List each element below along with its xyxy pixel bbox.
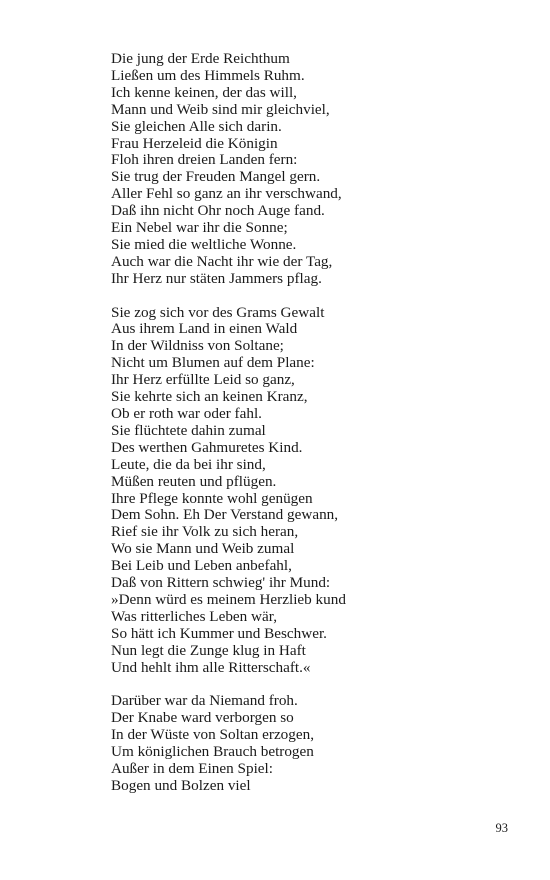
verse-line: Darüber war da Niemand froh. [111, 692, 298, 710]
verse-line: Sie mied die weltliche Wonne. [111, 235, 297, 253]
verse-line: Sie trug der Freuden Mangel gern. [111, 168, 321, 186]
verse-line: Ob er roth war oder fahl. [111, 405, 262, 423]
poem-text [111, 51, 511, 795]
verse-line: Müßen reuten und pflügen. [111, 472, 277, 490]
verse-line: Ich kenne keinen, der das will, [111, 83, 297, 101]
verse-line: Aus ihrem Land in einen Wald [111, 320, 298, 338]
verse-line: »Denn würd es meinem Herzlieb kund [111, 590, 346, 608]
verse-line: In der Wildniss von Soltane; [111, 337, 284, 355]
verse-line: Floh ihren dreien Landen fern: [111, 151, 298, 169]
stanza-1 [111, 51, 511, 288]
verse-line: Um königlichen Brauch betrogen [111, 743, 314, 761]
verse-line: Wo sie Mann und Weib zumal [111, 540, 295, 558]
verse-line: Frau Herzeleid die Königin [111, 134, 278, 152]
verse-line: Leute, die da bei ihr sind, [111, 455, 266, 473]
verse-line: Der Knabe ward verborgen so [111, 709, 294, 727]
verse-line: Des werthen Gahmuretes Kind. [111, 438, 303, 456]
verse-line: Was ritterliches Leben wär, [111, 607, 278, 625]
verse-line: Und hehlt ihm alle Ritterschaft.« [111, 658, 311, 676]
verse-line: Bogen und Bolzen viel [111, 776, 251, 794]
verse-line: Sie kehrte sich an keinen Kranz, [111, 388, 308, 406]
verse-line: Bei Leib und Leben anbefahl, [111, 557, 292, 575]
verse-line: In der Wüste von Soltan erzogen, [111, 726, 315, 744]
verse-line: Ließen um des Himmels Ruhm. [111, 66, 305, 84]
verse-line: Sie gleichen Alle sich darin. [111, 117, 282, 135]
verse-line: Ein Nebel war ihr die Sonne; [111, 219, 288, 237]
verse-line: Auch war die Nacht ihr wie der Tag, [111, 252, 333, 270]
verse-line: Ihre Pflege konnte wohl genügen [111, 489, 313, 507]
verse-line: Ihr Herz nur stäten Jammers pflag. [111, 269, 322, 287]
stanza-3 [111, 693, 511, 794]
verse-line: Nicht um Blumen auf dem Plane: [111, 354, 315, 372]
verse-line: Mann und Weib sind mir gleichviel, [111, 100, 330, 118]
stanza-2 [111, 305, 511, 677]
page-number: 93 [495, 821, 508, 835]
verse-line: Nun legt die Zunge klug in Haft [111, 641, 306, 659]
verse-line: Außer in dem Einen Spiel: [111, 760, 273, 778]
verse-line: Ihr Herz erfüllte Leid so ganz, [111, 371, 295, 389]
verse-line: Dem Sohn. Eh Der Verstand gewann, [111, 506, 339, 524]
verse-line: Daß ihn nicht Ohr noch Auge fand. [111, 202, 325, 220]
verse-line: Aller Fehl so ganz an ihr verschwand, [111, 185, 342, 203]
verse-line: Daß von Rittern schwieg' ihr Mund: [111, 574, 331, 592]
verse-line: So hätt ich Kummer und Beschwer. [111, 624, 327, 642]
verse-line: Sie zog sich vor des Grams Gewalt [111, 303, 325, 321]
verse-line: Rief sie ihr Volk zu sich heran, [111, 523, 299, 541]
verse-line: Sie flüchtete dahin zumal [111, 421, 266, 439]
verse-line: Die jung der Erde Reichthum [111, 50, 290, 67]
